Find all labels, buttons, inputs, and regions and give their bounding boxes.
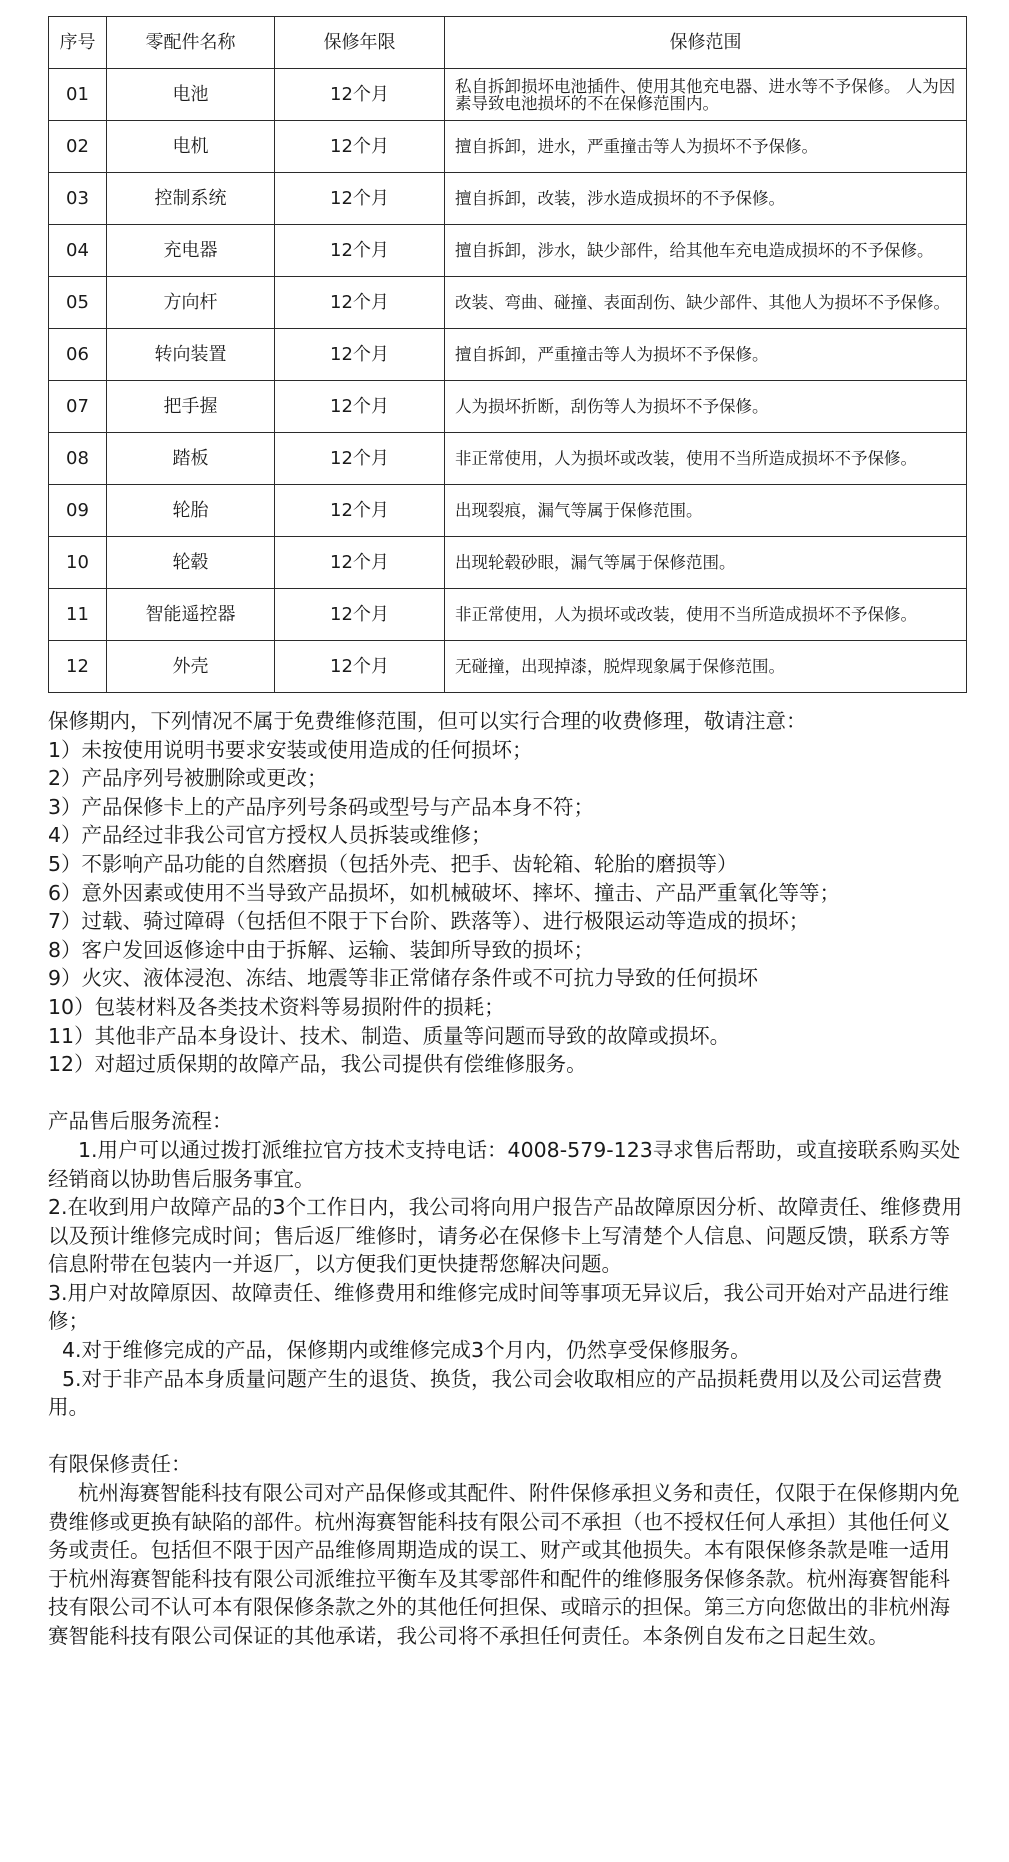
row-part: 电机 <box>107 121 275 173</box>
header-period: 保修年限 <box>275 17 445 69</box>
table-row <box>49 433 967 485</box>
service-step: 3.用户对故障原因、故障责任、维修费用和维修完成时间等事项无异议后，我公司开始对产品进行维修； <box>48 1280 950 1334</box>
liability-title: 有限保修责任： <box>48 1452 192 1477</box>
table-row <box>49 381 967 433</box>
row-scope: 擅自拆卸，改装，涉水造成损坏的不予保修。 <box>445 173 967 225</box>
table-row <box>49 173 967 225</box>
row-period: 12个月 <box>275 537 445 589</box>
row-part: 把手握 <box>107 381 275 433</box>
exclusion-item: 6）意外因素或使用不当导致产品损坏，如机械破坏、摔坏、撞击、产品严重氧化等等； <box>48 880 841 905</box>
row-part: 转向装置 <box>107 329 275 381</box>
header-part: 零配件名称 <box>107 17 275 69</box>
table-row <box>49 537 967 589</box>
exclusions-intro: 保修期内，下列情况不属于免费维修范围，但可以实行合理的收费修理，敬请注意： <box>48 709 807 733</box>
header-no: 序号 <box>49 17 107 69</box>
exclusion-item: 2）产品序列号被删除或更改； <box>48 766 328 791</box>
row-scope: 非正常使用，人为损坏或改装，使用不当所造成损坏不予保修。 <box>445 589 967 641</box>
row-no: 03 <box>49 173 107 225</box>
row-period: 12个月 <box>275 589 445 641</box>
row-period: 12个月 <box>275 641 445 693</box>
row-period: 12个月 <box>275 121 445 173</box>
row-scope: 非正常使用，人为损坏或改装，使用不当所造成损坏不予保修。 <box>445 433 967 485</box>
table-row <box>49 225 967 277</box>
row-part: 踏板 <box>107 433 275 485</box>
row-part: 控制系统 <box>107 173 275 225</box>
row-scope: 人为损坏折断，刮伤等人为损坏不予保修。 <box>445 381 967 433</box>
row-no: 09 <box>49 485 107 537</box>
service-step: 4.对于维修完成的产品，保修期内或维修完成3个月内，仍然享受保修服务。 <box>62 1338 751 1363</box>
table-header-row <box>49 17 967 69</box>
table-row <box>49 277 967 329</box>
row-scope: 无碰撞，出现掉漆，脱焊现象属于保修范围。 <box>445 641 967 693</box>
row-no: 12 <box>49 641 107 693</box>
row-period: 12个月 <box>275 329 445 381</box>
table-row <box>49 485 967 537</box>
liability-section <box>48 1450 967 1650</box>
row-no: 08 <box>49 433 107 485</box>
row-scope: 擅自拆卸，进水，严重撞击等人为损坏不予保修。 <box>445 121 967 173</box>
row-no: 02 <box>49 121 107 173</box>
row-part: 方向杆 <box>107 277 275 329</box>
table-row <box>49 121 967 173</box>
row-no: 05 <box>49 277 107 329</box>
row-no: 04 <box>49 225 107 277</box>
exclusion-item: 4）产品经过非我公司官方授权人员拆装或维修； <box>48 823 492 848</box>
exclusion-item: 12）对超过质保期的故障产品，我公司提供有偿维修服务。 <box>48 1052 587 1077</box>
row-scope: 出现裂痕，漏气等属于保修范围。 <box>445 485 967 537</box>
table-row <box>49 589 967 641</box>
row-period: 12个月 <box>275 381 445 433</box>
row-part: 智能遥控器 <box>107 589 275 641</box>
row-part: 轮胎 <box>107 485 275 537</box>
service-title: 产品售后服务流程： <box>48 1109 233 1134</box>
exclusions-section <box>48 707 967 1079</box>
row-no: 07 <box>49 381 107 433</box>
row-period: 12个月 <box>275 277 445 329</box>
header-scope: 保修范围 <box>445 17 967 69</box>
row-part: 轮毂 <box>107 537 275 589</box>
row-no: 06 <box>49 329 107 381</box>
exclusion-item: 3）产品保修卡上的产品序列号条码或型号与产品本身不符； <box>48 794 595 819</box>
row-no: 01 <box>49 69 107 121</box>
exclusion-item: 7）过载、骑过障碍（包括但不限于下台阶、跌落等）、进行极限运动等造成的损坏； <box>48 909 810 934</box>
table-row <box>49 69 967 121</box>
warranty-document <box>48 16 967 1651</box>
exclusion-item: 9）火灾、液体浸泡、冻结、地震等非正常储存条件或不可抗力导致的任何损坏 <box>48 966 759 991</box>
row-scope: 出现轮毂砂眼，漏气等属于保修范围。 <box>445 537 967 589</box>
row-part: 充电器 <box>107 225 275 277</box>
row-part: 外壳 <box>107 641 275 693</box>
row-scope: 擅自拆卸，涉水，缺少部件，给其他车充电造成损坏的不予保修。 <box>445 225 967 277</box>
warranty-table <box>48 16 967 693</box>
liability-body: 杭州海赛智能科技有限公司对产品保修或其配件、附件保修承担义务和责任，仅限于在保修期内免费维修或更换有缺陷的部件。杭州海赛智能科技有限公司不承担（也不授权任何人承担）其他任何义务或责任。包括但不限于因产品维修周期造成的误工、财产或其他损失。本有限保修条款是唯一适用于杭州海赛智能科技有限公司派维拉平衡车及其零部件和配件的维修服务保修条款。杭州海赛智能科技有限公司不认可本有限保修条款之外的其他任何担保、或暗示的担保。第三方向您做出的非杭州海赛智能科技有限公司保证的其他承诺，我公司将不承担任何责任。本条例自发布之日起生效。 <box>48 1481 960 1648</box>
row-period: 12个月 <box>275 225 445 277</box>
table-row <box>49 329 967 381</box>
row-period: 12个月 <box>275 69 445 121</box>
service-step: 1.用户可以通过拨打派维拉官方技术支持电话：4008-579-123寻求售后帮助，或直接联系购买处经销商以协助售后服务事宜。 <box>48 1137 961 1191</box>
row-period: 12个月 <box>275 433 445 485</box>
row-no: 10 <box>49 537 107 589</box>
row-scope: 擅自拆卸，严重撞击等人为损坏不予保修。 <box>445 329 967 381</box>
exclusion-item: 10）包装材料及各类技术资料等易损附件的损耗； <box>48 994 505 1019</box>
table-row <box>49 641 967 693</box>
row-part: 电池 <box>107 69 275 121</box>
service-step: 2.在收到用户故障产品的3个工作日内，我公司将向用户报告产品故障原因分析、故障责任、维修费用以及预计维修完成时间；售后返厂维修时，请务必在保修卡上写清楚个人信息、问题反馈，联系方等信息附带在包装内一并返厂，以方便我们更快捷帮您解决问题。 <box>48 1195 963 1277</box>
row-period: 12个月 <box>275 173 445 225</box>
service-section <box>48 1107 967 1422</box>
row-period: 12个月 <box>275 485 445 537</box>
exclusion-item: 11）其他非产品本身设计、技术、制造、质量等问题而导致的故障或损坏。 <box>48 1023 731 1048</box>
exclusion-item: 8）客户发回返修途中由于拆解、运输、装卸所导致的损坏； <box>48 937 595 962</box>
exclusion-item: 5）不影响产品功能的自然磨损（包括外壳、把手、齿轮箱、轮胎的磨损等） <box>48 851 738 876</box>
service-step: 5.对于非产品本身质量问题产生的退货、换货，我公司会收取相应的产品损耗费用以及公司运营费用。 <box>48 1366 943 1420</box>
exclusion-item: 1）未按使用说明书要求安装或使用造成的任何损坏； <box>48 737 533 762</box>
row-scope: 改装、弯曲、碰撞、表面刮伤、缺少部件、其他人为损坏不予保修。 <box>445 277 967 329</box>
row-scope: 私自拆卸损坏电池插件、使用其他充电器、进水等不予保修。 人为因素导致电池损坏的不在保修范围内。 <box>445 69 967 121</box>
row-no: 11 <box>49 589 107 641</box>
